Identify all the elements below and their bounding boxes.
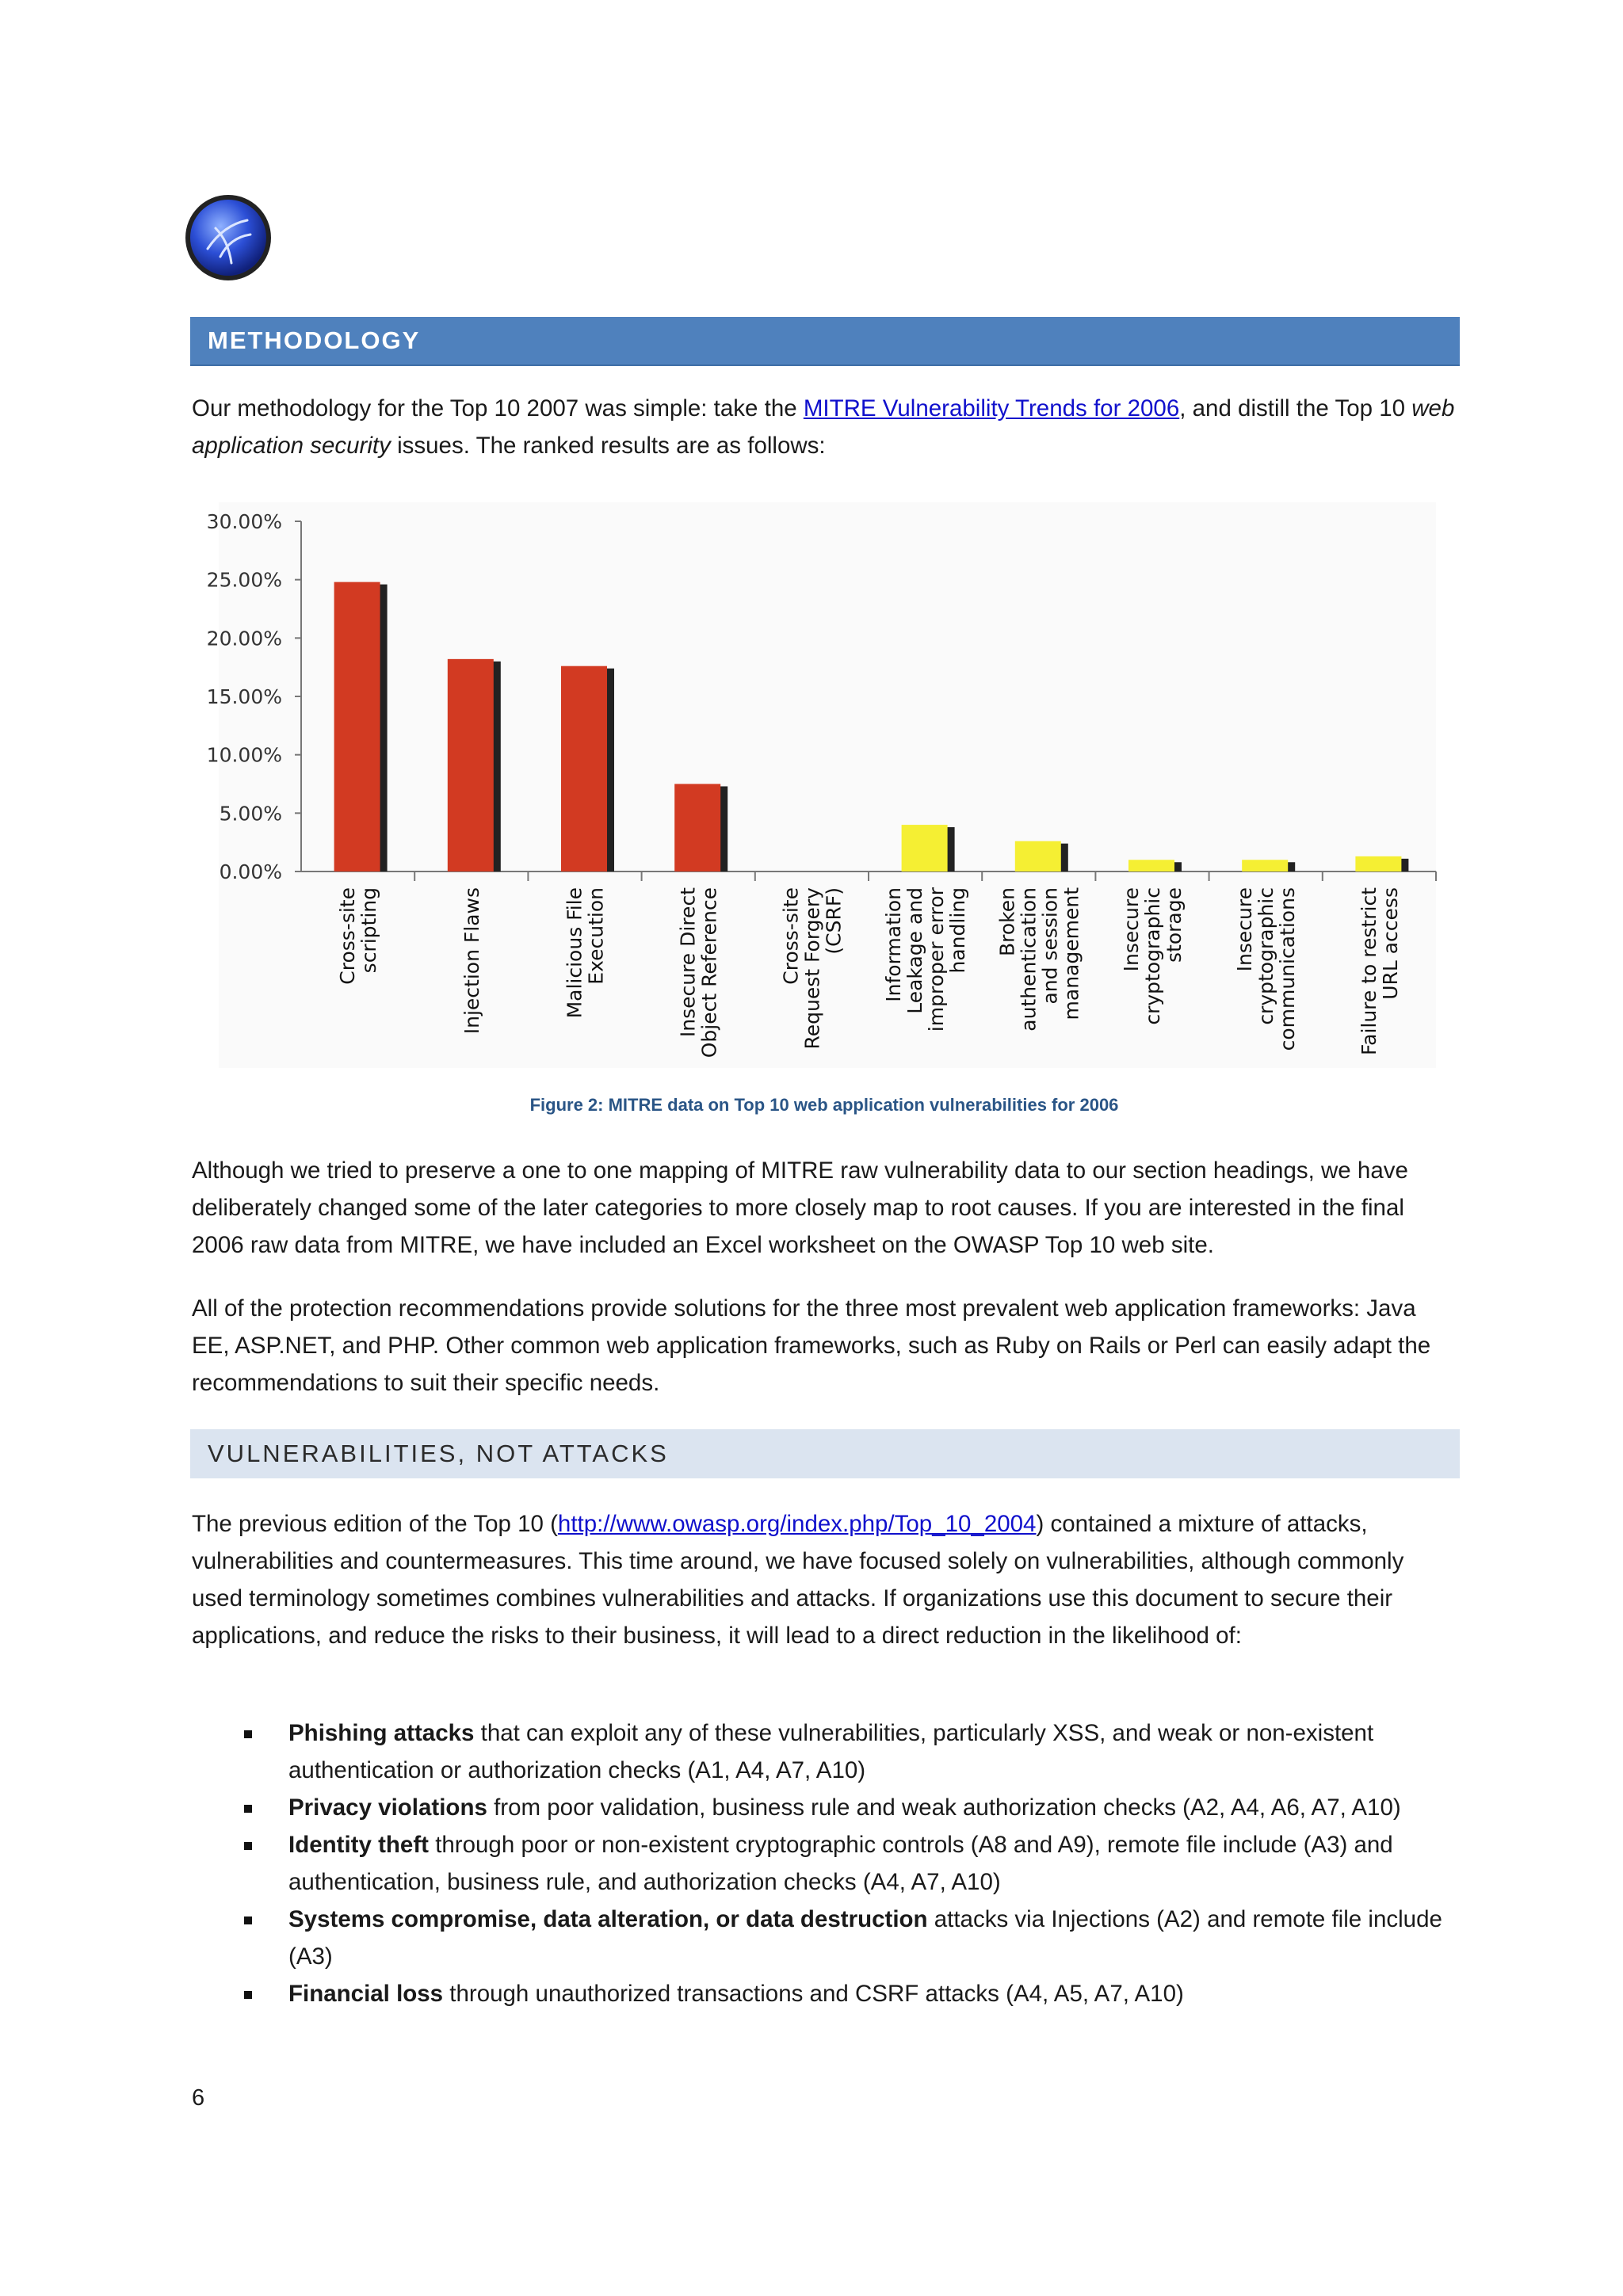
x-tick-label: cryptographic: [1254, 887, 1278, 1025]
y-tick-label: 20.00%: [206, 627, 282, 650]
x-tick-label: communications: [1276, 887, 1300, 1051]
intro-text: , and distill the Top 10: [1179, 395, 1412, 421]
bar: [674, 784, 720, 872]
bar: [448, 659, 494, 871]
bar: [334, 582, 380, 871]
y-tick-label: 30.00%: [206, 510, 282, 533]
intro-paragraph: [192, 390, 1460, 464]
bar: [1355, 856, 1401, 871]
x-tick-label: Insecure Direct: [676, 887, 700, 1038]
section-heading-vulnerabilities: [190, 1429, 1460, 1478]
paragraph-text: The previous edition of the Top 10 (: [192, 1511, 558, 1537]
y-tick-label: 25.00%: [206, 568, 282, 592]
y-tick-label: 5.00%: [219, 802, 282, 826]
vulnerability-bar-chart: [190, 498, 1458, 1068]
x-tick-label: Execution: [584, 887, 608, 985]
x-tick-label: Injection Flaws: [460, 887, 483, 1035]
paragraph-frameworks: All of the protection recommendations provide solutions for the three most prevalent web application frameworks: Java EE, ASP.NET, and PHP. Other common web application frameworks, such as Ruby on Rails or Perl can easily adapt the recommendations to suit their specific needs.: [192, 1295, 1431, 1396]
list-item-bold: Systems compromise, data alteration, or data destruction: [288, 1906, 928, 1932]
bar: [1128, 860, 1174, 871]
x-tick-label: (CSRF): [822, 887, 846, 955]
section-heading-methodology: [190, 317, 1460, 366]
x-tick-label: management: [1060, 887, 1083, 1020]
x-tick-label: Information: [882, 887, 906, 1002]
intro-text: Our methodology for the Top 10 2007 was simple: take the: [192, 395, 804, 421]
list-item: [192, 1789, 1476, 1826]
chart-background: [219, 502, 1436, 1068]
x-tick-label: Cross-site: [779, 887, 803, 985]
x-tick-label: Broken: [995, 887, 1019, 956]
x-tick-label: handling: [946, 887, 970, 974]
x-tick-label: improper error: [925, 887, 949, 1032]
bar: [1015, 841, 1061, 871]
list-item: [192, 1714, 1476, 1789]
x-tick-label: URL access: [1378, 887, 1402, 1000]
list-item-bold: Phishing attacks: [288, 1720, 475, 1746]
list-item: [192, 1826, 1476, 1901]
bar: [902, 825, 948, 871]
list-item: [192, 1901, 1476, 1975]
x-tick-label: Object Reference: [697, 887, 721, 1058]
x-tick-label: cryptographic: [1141, 887, 1164, 1025]
paragraph-mapping: Although we tried to preserve a one to one mapping of MITRE raw vulnerability data to our section headings, we have deliberately changed some of the later categories to more closely map to root causes. If you are interested in the final 2006 raw data from MITRE, we have included an Excel worksheet on the OWASP Top 10 web site.: [192, 1158, 1408, 1258]
x-tick-label: Cross-site: [336, 887, 360, 985]
list-item: [192, 1975, 1476, 2012]
x-tick-label: Leakage and: [903, 887, 927, 1014]
list-item-text: attacks via Injections (A2) and remote file include (A3): [288, 1906, 1442, 1970]
x-tick-label: storage: [1163, 887, 1186, 963]
list-item-text: through unauthorized transactions and CSRF attacks (A4, A5, A7, A10): [443, 1981, 1184, 2007]
y-tick-label: 10.00%: [206, 743, 282, 767]
x-tick-label: scripting: [357, 887, 381, 974]
x-tick-label: Insecure: [1233, 887, 1257, 972]
x-tick-label: Failure to restrict: [1357, 887, 1381, 1055]
list-item-bold: Privacy violations: [288, 1794, 487, 1821]
list-item-bold: Identity theft: [288, 1832, 429, 1858]
list-item-text: from poor validation, business rule and weak authorization checks (A2, A4, A6, A7, A10): [487, 1794, 1401, 1821]
list-item-bold: Financial loss: [288, 1981, 444, 2007]
page-number: 6: [192, 2085, 205, 2111]
bar: [561, 666, 607, 871]
section-title: METHODOLOGY: [208, 326, 421, 354]
y-tick-label: 0.00%: [219, 860, 282, 883]
x-tick-label: Insecure: [1120, 887, 1143, 972]
owasp-wasp-logo-icon: [184, 193, 273, 282]
x-tick-label: and session: [1038, 887, 1062, 1005]
risk-list: [192, 1714, 1476, 2012]
list-item-text: through poor or non-existent cryptographic controls (A8 and A9), remote file include (A3) and authentication, business rule, and authorization checks (A4, A7, A10): [288, 1832, 1393, 1895]
x-tick-label: Malicious File: [563, 887, 586, 1019]
owasp-top10-2004-link[interactable]: http://www.owasp.org/index.php/Top_10_2004: [557, 1511, 1037, 1537]
bar: [1242, 860, 1288, 871]
intro-text: issues. The ranked results are as follows:: [390, 433, 826, 459]
y-tick-label: 15.00%: [206, 685, 282, 708]
section-title: VULNERABILITIES, NOT ATTACKS: [208, 1440, 669, 1467]
paragraph-text: ) contained a mixture of attacks, vulnerabilities and countermeasures. This time around, we have focused solely on vulnerabilities, although commonly used terminology sometimes combines vulnerabilities and attacks. If organizations use this document to secure their applications, and reduce the risks to their business, it will lead to a direct reduction in the likelihood of:: [192, 1511, 1404, 1649]
mitre-trends-link[interactable]: MITRE Vulnerability Trends for 2006: [803, 395, 1180, 421]
x-tick-label: authentication: [1017, 887, 1041, 1032]
x-tick-label: Request Forgery: [800, 887, 824, 1050]
figure-caption: Figure 2: MITRE data on Top 10 web application vulnerabilities for 2006: [529, 1095, 1119, 1115]
paragraph-previous-edition: [192, 1505, 1460, 1654]
intro-emphasis: web application security: [192, 395, 1455, 459]
list-item-text: that can exploit any of these vulnerabilities, particularly XSS, and weak or non-existent authentication or authorization checks (A1, A4, A7, A10): [288, 1720, 1374, 1783]
